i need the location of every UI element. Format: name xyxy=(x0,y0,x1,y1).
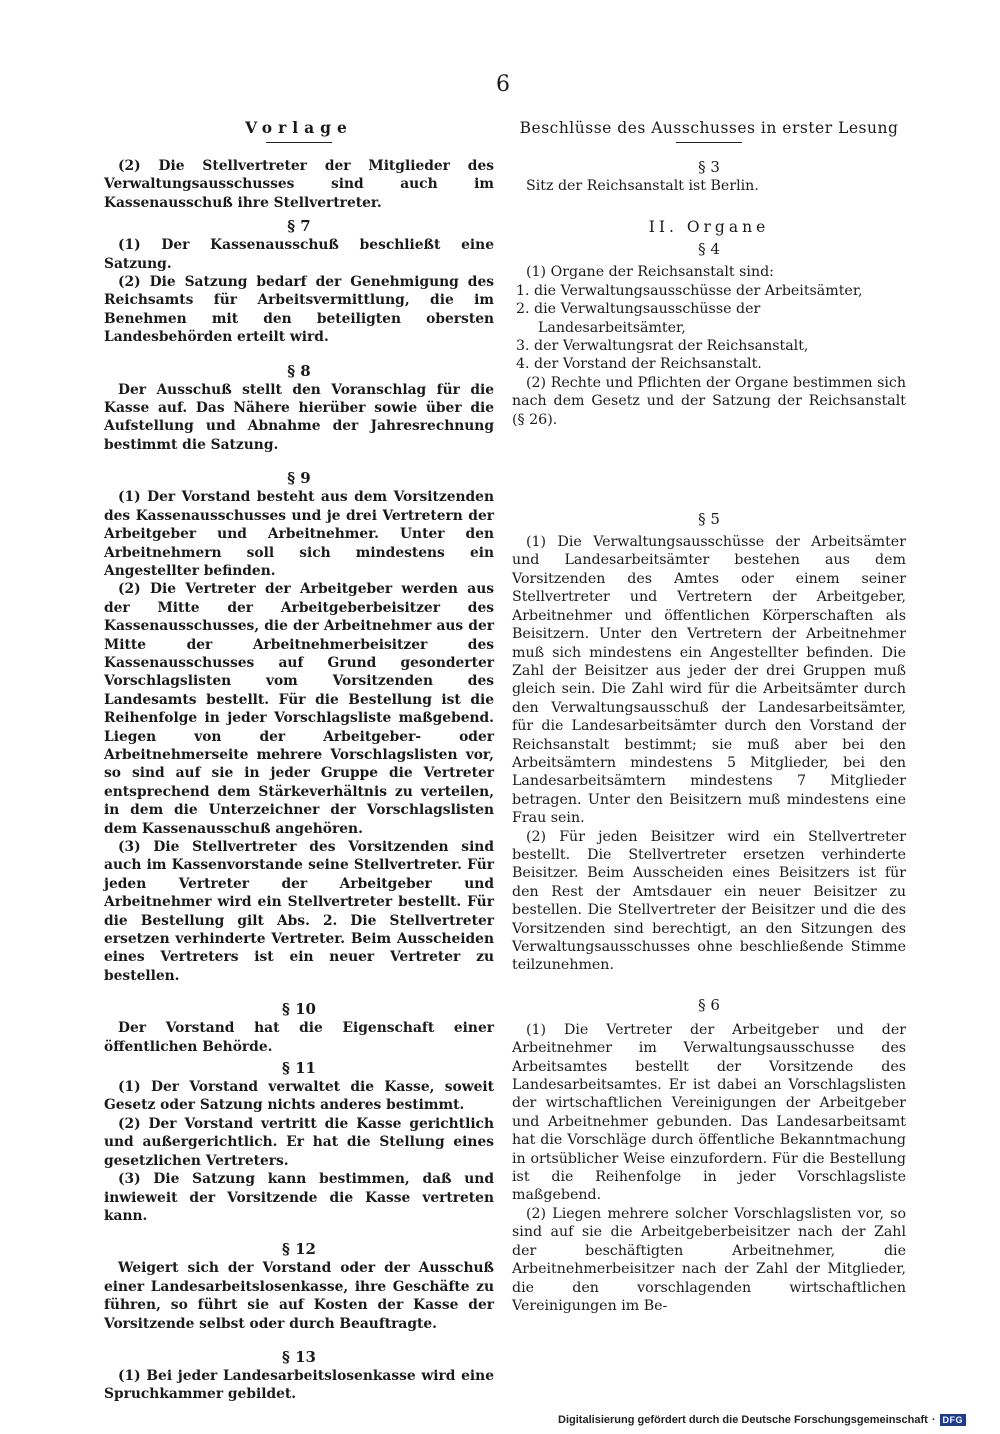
paragraph: (1) Die Vertreter der Arbeitgeber und der Arbeitnehmer im Verwaltungsausschusse des Arbeitsamtes bestellt der Vorsitzende des Landesarbeitsamtes. Er ist dabei an Vorschlagslisten der wirtschaftlichen Vereinigungen der Arbeitgeber und Arbeitnehmer gebunden. Das Landesarbeitsamt hat die Vorschläge durch öffentliche Bekanntmachung in ortsüblicher Weise einzufordern. Für die Bestellung ist die Reihenfolge in jeder Vorschlagsliste maßgebend. xyxy=(512,1021,906,1204)
paragraph: (2) Liegen mehrere solcher Vorschlagslisten vor, so sind auf sie die Arbeitgeberbeisitzer nach der Zahl der beschäftigten Arbeitnehmer, die Arbeitnehmerbeisitzer nach der Zahl der Mitglieder, die den vorschlagenden wirtschaftlichen Vereinigungen im Be- xyxy=(512,1205,906,1314)
paragraph: (3) Die Satzung kann bestimmen, daß und inwieweit der Vorsitzende die Kasse vertreten kann. xyxy=(104,1171,494,1224)
section-heading: § 5 xyxy=(698,510,720,529)
heading-rule xyxy=(266,142,332,143)
paragraph: (1) Der Kassenausschuß beschließt eine Satzung. xyxy=(104,237,494,272)
enumerated-item: 4. der Vorstand der Reichsanstalt. xyxy=(516,356,762,373)
dfg-logo-icon: DFG xyxy=(940,1414,967,1426)
section-heading: § 6 xyxy=(698,995,720,1014)
paragraph: (2) Die Satzung bedarf der Genehmigung des Reichsamts für Arbeitsvermittlung, die im Benehmen mit den beteiligten obersten Landesbehörden erteilt wird. xyxy=(104,274,494,346)
left-column-body xyxy=(104,157,494,1404)
credit-separator: · xyxy=(931,1414,936,1426)
heading-rule xyxy=(676,142,742,143)
paragraph: (3) Die Stellvertreter des Vorsitzenden sind auch im Kassenvorstande seine Stellvertreter. Für jeden Vertreter der Arbeitgeber und Arbeitnehmer wird ein Stellvertreter bestellt. Für die Bestellung gilt Abs. 2. Die Stellvertreter ersetzen verhinderte Vertreter. Beim Ausscheiden eines Vertreters ist ein neuer Vertreter zu bestellen. xyxy=(104,839,494,984)
left-column-vorlage xyxy=(104,118,494,1404)
column-heading-beschluesse: Beschlüsse des Ausschusses in erster Lesung xyxy=(519,119,899,137)
paragraph: (2) Für jeden Beisitzer wird ein Stellvertreter bestellt. Die Stellvertreter ersetzen verhinderte Beisitzer. Beim Ausscheiden eines Beisitzers ist für den Rest der Amtsdauer ein neuer Beisitzer zu bestellen. Die Stellvertreter der Beisitzer und die des Vorsitzenden sind berechtigt, an den Sitzungen des Verwaltungsausschusses ohne beschließende Stimme teilzunehmen. xyxy=(512,828,906,974)
paragraph: Der Vorstand hat die Eigenschaft einer öffentlichen Behörde. xyxy=(104,1020,494,1055)
section-heading: § 12 xyxy=(282,1240,316,1259)
part-heading: II. Organe xyxy=(648,218,770,237)
paragraph: (1) Bei jeder Landesarbeitslosenkasse wird eine Spruchkammer gebildet. xyxy=(104,1367,494,1403)
paragraph: (2) Rechte und Pflichten der Organe bestimmen sich nach dem Gesetz und der Satzung der Reichsanstalt (§ 26). xyxy=(512,374,906,428)
paragraph: Sitz der Reichsanstalt ist Berlin. xyxy=(526,178,759,194)
paragraph: Weigert sich der Vorstand oder der Ausschuß einer Landesarbeitslosenkasse, ihre Geschäfte zu führen, so führt sie auf Kosten der Kasse der Vorsitzende selbst oder durch Beauftragte. xyxy=(104,1260,494,1332)
enumerated-item: 2. die Verwaltungsausschüsse der Landesarbeitsämter, xyxy=(516,301,761,336)
digitization-credit xyxy=(558,1414,966,1426)
paragraph: (2) Die Stellvertreter der Mitglieder des Verwaltungsausschusses sind auch im Kassenausschuß ihre Stellvertreter. xyxy=(104,158,494,211)
enumerated-item: 1. die Verwaltungsausschüsse der Arbeitsämter, xyxy=(516,282,863,299)
credit-text: Digitalisierung gefördert durch die Deutsche Forschungsgemeinschaft xyxy=(558,1414,928,1426)
section-heading: § 13 xyxy=(282,1347,316,1366)
right-column-body xyxy=(512,157,906,1315)
paragraph: (2) Die Vertreter der Arbeitgeber werden aus der Mitte der Arbeitgeberbeisitzer des Kassenausschusses, die der Arbeitnehmer aus der Mitte der Arbeitnehmerbeisitzer des Kassenausschusses auf Grund gesonderter Vorschlagslisten vom Vorsitzenden des Landesamts bestellt. Für die Bestellung ist die Reihenfolge in jeder Vorschlagsliste maßgebend. Liegen von der Arbeitgeber- oder Arbeitnehmerseite mehrere Vorschlagslisten vor, so sind auf sie in jeder Gruppe die Vertreter entsprechend dem Stärkeverhältnis zu verteilen, in dem die Unterzeichner der Vorschlagslisten dem Kassenausschuß angehören. xyxy=(104,581,494,837)
enumerated-item: 3. der Verwaltungsrat der Reichsanstalt, xyxy=(516,338,809,355)
right-column-beschluesse xyxy=(512,118,906,1315)
paragraph: Der Ausschuß stellt den Voranschlag für die Kasse auf. Das Nähere hierüber sowie über die Aufstellung und Abnahme der Jahresrechnung bestimmt die Satzung. xyxy=(104,381,494,453)
section-heading: § 8 xyxy=(287,361,311,380)
section-heading: § 3 xyxy=(698,158,720,176)
paragraph: (1) Die Verwaltungsausschüsse der Arbeitsämter und Landesarbeitsämter bestehen aus dem Vorsitzenden des Amtes oder einem seiner Stellvertreter und Vertretern der Arbeitgeber, Arbeitnehmer und öffentlichen Körperschaften als Beisitzern. Unter den Vertretern der Arbeitnehmer muß sich mindestens ein Angestellter befinden. Die Zahl der Beisitzer aus jeder der drei Gruppen muß gleich sein. Die Zahl wird für die Arbeitsämter durch den Verwaltungsausschuß der Landesarbeitsämter, für die Landesarbeitsämter durch den Vorstand der Reichsanstalt bestimmt; sie muß aber bei den Arbeitsämtern mindestens 5 Mitglieder, bei den Landesarbeitsämtern mindestens 7 Mitglieder betragen. Unter den Beisitzern muß mindestens eine Frau sein. xyxy=(512,534,906,827)
paragraph: (2) Der Vorstand vertritt die Kasse gerichtlich und außergerichtlich. Er hat die Stellung eines gesetzlichen Vertreters. xyxy=(104,1115,494,1169)
page-number: 6 xyxy=(496,72,510,97)
section-heading: § 7 xyxy=(287,217,311,236)
column-heading-vorlage: Vorlage xyxy=(245,118,353,137)
section-heading: § 9 xyxy=(287,469,311,488)
section-heading: § 10 xyxy=(282,1000,316,1019)
paragraph: (1) Organe der Reichsanstalt sind: xyxy=(526,264,774,281)
paragraph: (1) Der Vorstand verwaltet die Kasse, soweit Gesetz oder Satzung nichts anderes bestimmt. xyxy=(104,1079,494,1114)
paragraph: (1) Der Vorstand besteht aus dem Vorsitzenden des Kassenausschusses und je drei Vertretern der Arbeitgeber und Arbeitnehmer. Unter den Arbeitnehmern soll sich mindestens ein Angestellter befinden. xyxy=(104,489,494,579)
section-heading: § 11 xyxy=(282,1059,316,1078)
section-heading: § 4 xyxy=(698,240,720,259)
